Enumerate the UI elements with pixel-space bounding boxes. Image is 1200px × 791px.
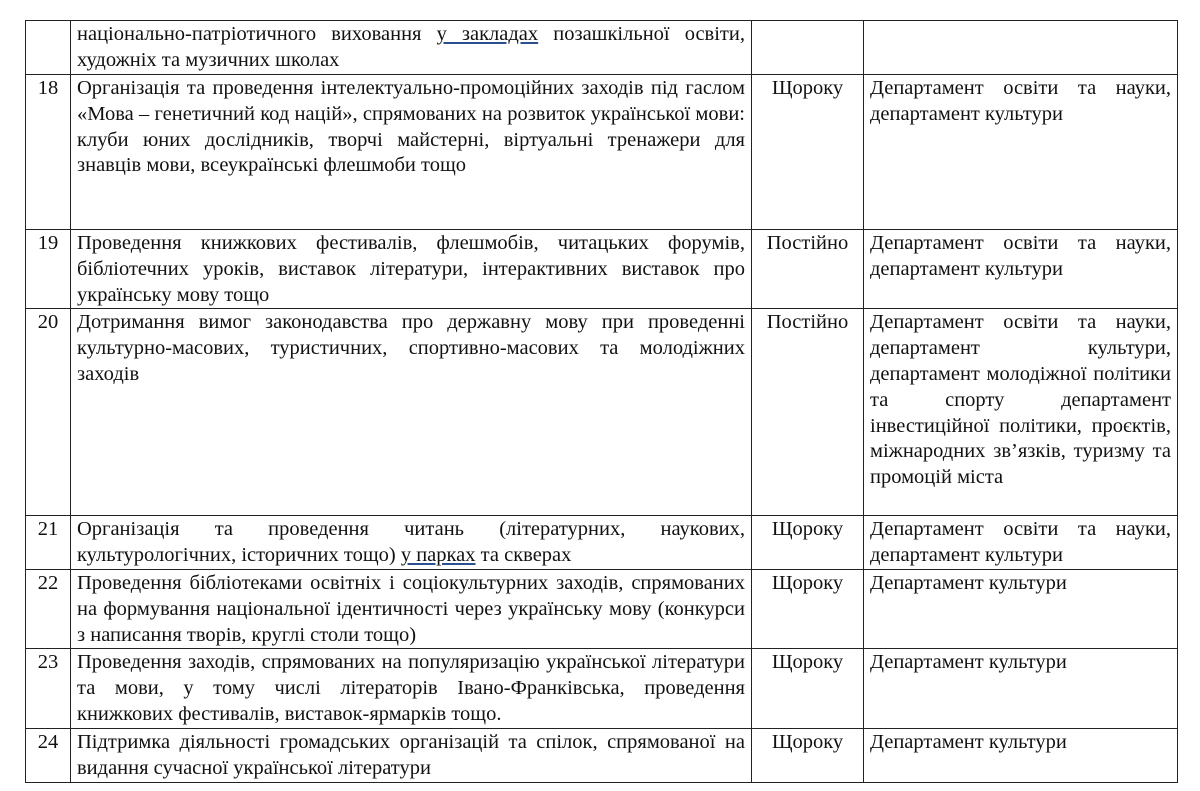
term-cell: Щороку	[752, 729, 864, 783]
row-number: 20	[26, 309, 71, 516]
activity-underlined-text: у парках	[400, 544, 476, 567]
term-cell	[752, 21, 864, 75]
responsible-cell: Департамент культури	[864, 729, 1178, 783]
row-number: 24	[26, 729, 71, 783]
activity-cell: Організація та проведення інтелектуально-промоційних заходів під гаслом «Мова – генетичний код націй», спрямованих на розвиток української мови: клуби юних дослідників, творчі майстерні, віртуальні тренажери для знавців мови, всеукраїнські флешмоби тощо	[71, 75, 752, 230]
term-cell: Щороку	[752, 569, 864, 648]
term-cell: Щороку	[752, 516, 864, 570]
table-row	[26, 516, 1178, 570]
table-row	[26, 230, 1178, 309]
row-number: 21	[26, 516, 71, 570]
table-row	[26, 75, 1178, 230]
responsible-cell: Департамент освіти та науки, департамент культури, департамент молодіжної політики та спорту департамент інвестиційної політики, проєктів, міжнародних зв’язків, туризму та промоцій міста	[864, 309, 1178, 516]
responsible-cell: Департамент освіти та науки, департамент культури	[864, 75, 1178, 230]
row-number	[26, 21, 71, 75]
table-row	[26, 649, 1178, 729]
row-number: 23	[26, 649, 71, 729]
table-row	[26, 21, 1178, 75]
activity-text: позашкільної освіти, художніх та музичних школах	[77, 23, 745, 71]
term-cell: Щороку	[752, 75, 864, 230]
responsible-cell: Департамент культури	[864, 569, 1178, 648]
activity-text: та скверах	[475, 544, 572, 567]
activity-text: Організація та проведення читань (літературних, наукових, культурологічних, історичних тощо)	[77, 518, 745, 567]
activity-cell	[71, 516, 752, 570]
row-number: 22	[26, 569, 71, 648]
term-cell: Постійно	[752, 309, 864, 516]
activity-underlined-text: у закладах	[436, 23, 539, 45]
responsible-cell	[864, 21, 1178, 75]
activity-text: національно-патріотичного виховання	[77, 23, 437, 45]
table-row	[26, 309, 1178, 516]
activity-cell: Проведення книжкових фестивалів, флешмобів, читацьких форумів, бібліотечних уроків, виставок літератури, інтерактивних виставок про українську мову тощо	[71, 230, 752, 309]
responsible-cell: Департамент освіти та науки, департамент культури	[864, 230, 1178, 309]
table-row	[26, 729, 1178, 783]
table-row	[26, 569, 1178, 648]
activity-cell: Проведення заходів, спрямованих на популяризацію української літератури та мови, у тому числі літераторів Івано-Франківська, проведення книжкових фестивалів, виставок-ярмарків тощо.	[71, 649, 752, 729]
term-cell: Постійно	[752, 230, 864, 309]
activity-cell: Дотримання вимог законодавства про державну мову при проведенні культурно-масових, туристичних, спортивно-масових та молодіжних заходів	[71, 309, 752, 516]
responsible-cell: Департамент культури	[864, 649, 1178, 729]
activity-cell: Проведення бібліотеками освітніх і соціокультурних заходів, спрямованих на формування національної ідентичності через українську мову (конкурси з написання творів, круглі столи тощо)	[71, 569, 752, 648]
responsible-cell: Департамент освіти та науки, департамент культури	[864, 516, 1178, 570]
measures-table	[25, 20, 1178, 783]
activity-cell	[71, 21, 752, 75]
row-number: 18	[26, 75, 71, 230]
term-cell: Щороку	[752, 649, 864, 729]
row-number: 19	[26, 230, 71, 309]
activity-cell: Підтримка діяльності громадських організацій та спілок, спрямованої на видання сучасної української літератури	[71, 729, 752, 783]
